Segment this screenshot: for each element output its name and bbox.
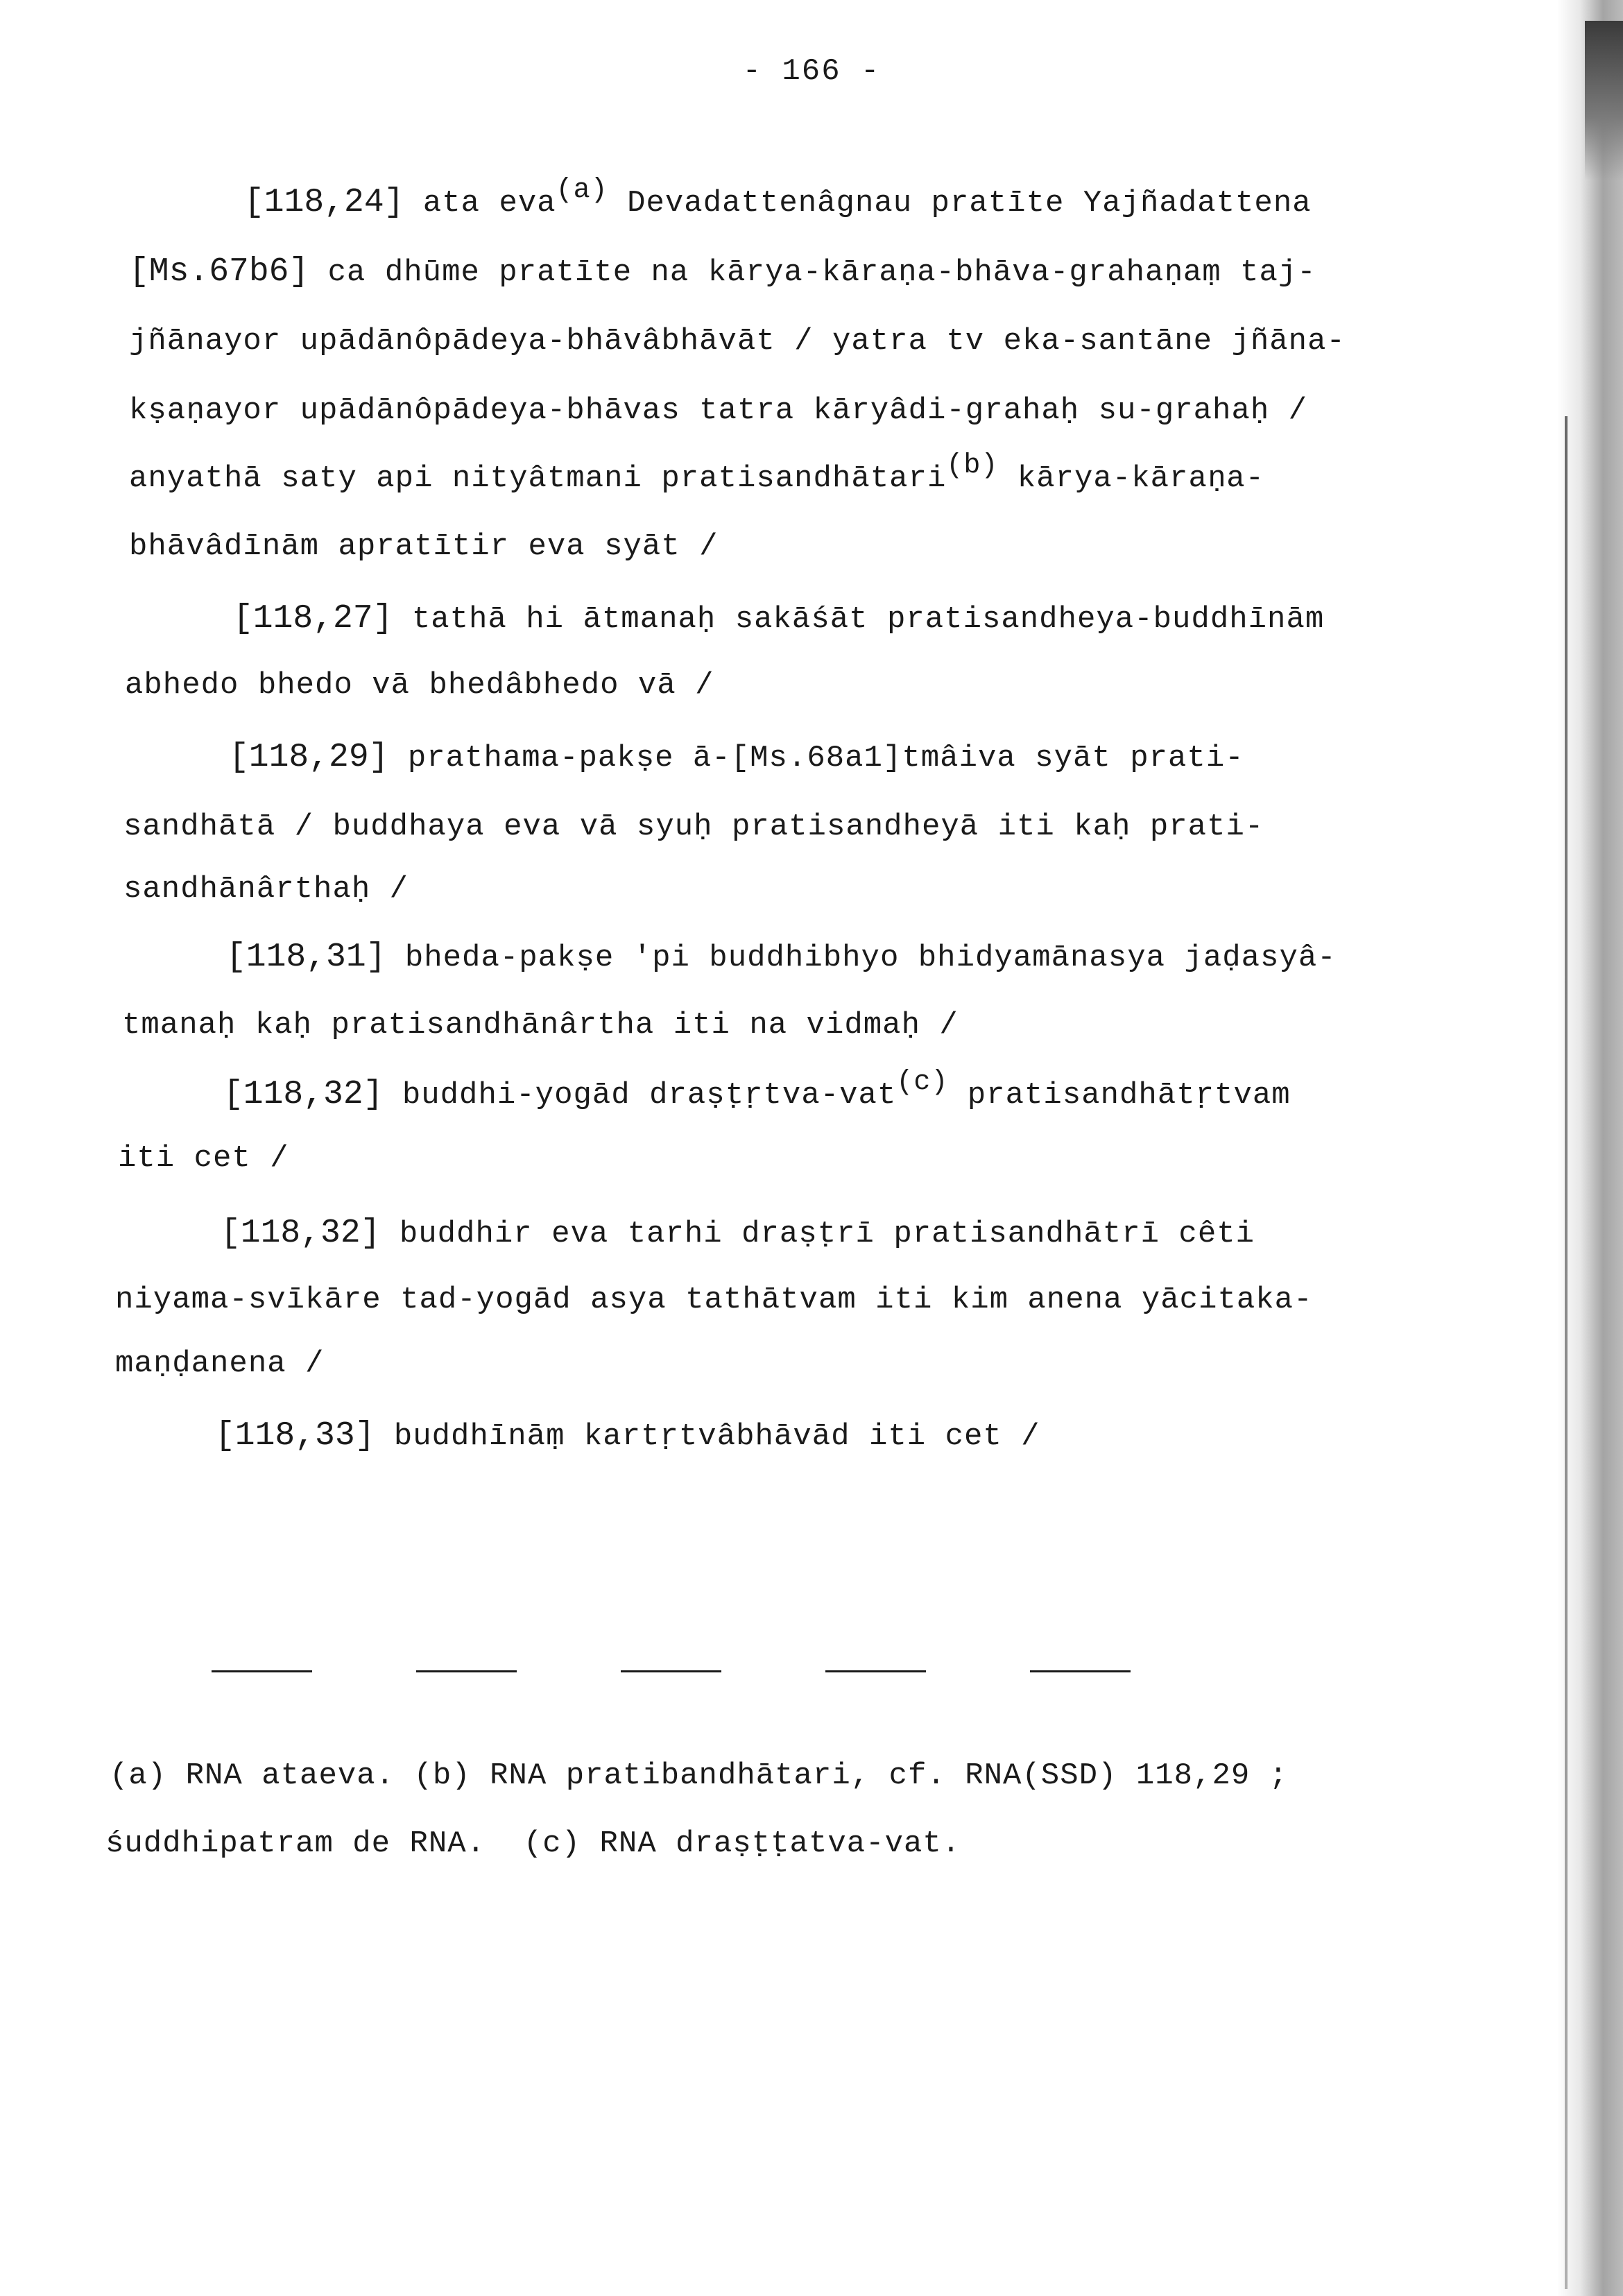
text-line: [118,33] buddhīnāṃ kartṛtvâbhāvād iti cet / (215, 1417, 1040, 1455)
text-line: [118,29] prathama-pakṣe ā-[Ms.68a1]tmâiva syāt prati- (229, 739, 1244, 776)
text-line: jñānayor upādānôpādeya-bhāvâbhāvāt / yatra tv eka-santāne jñāna- (129, 324, 1346, 359)
text-line: tmanaḥ kaḥ pratisandhānârtha iti na vidmaḥ / (122, 1008, 959, 1043)
separator-dash (825, 1670, 926, 1672)
text-line: [118,31] bheda-pakṣe 'pi buddhibhyo bhidyamānasya jaḍasyâ- (226, 939, 1337, 976)
text-line: maṇḍanena / (115, 1346, 325, 1381)
text-line: iti cet / (118, 1141, 289, 1176)
section-reference: [118,33] (215, 1417, 375, 1455)
section-reference: [118,27] (233, 600, 393, 637)
text-line: sandhātā / buddhaya eva vā syuḥ pratisandheyā iti kaḥ prati- (123, 809, 1264, 844)
text-line: [118,24] ata eva(a) Devadattenâgnau pratīte Yajñadattena (244, 175, 1312, 221)
separator-dash (621, 1670, 721, 1672)
section-reference: [118,24] (244, 184, 404, 221)
separator-dash (416, 1670, 517, 1672)
footnote-line: śuddhipatram de RNA. (c) RNA draṣṭṭatva-vat. (105, 1826, 961, 1861)
manuscript-reference: [Ms.67b6] (129, 253, 309, 291)
text-line: kṣaṇayor upādānôpādeya-bhāvas tatra kāryâdi-grahaḥ su-grahaḥ / (129, 393, 1308, 428)
text-line: anyathā saty api nityâtmani pratisandhātari(b) kārya-kāraṇa- (129, 450, 1265, 496)
section-reference: [118,29] (229, 739, 389, 776)
binding-shadow-dark (1585, 21, 1623, 180)
footnote-line: (a) RNA ataeva. (b) RNA pratibandhātari, cf. RNA(SSD) 118,29 ; (110, 1758, 1289, 1793)
text-line: abhedo bhedo vā bhedâbhedo vā / (125, 668, 714, 703)
section-reference: [118,32] (223, 1076, 384, 1113)
page-number: - 166 - (742, 54, 881, 89)
footnote-marker: (a) (556, 175, 608, 206)
text-line: [118,27] tathā hi ātmanaḥ sakāśāt pratisandheya-buddhīnām (233, 600, 1325, 637)
text-line: sandhānârthaḥ / (123, 872, 409, 907)
text-line: niyama-svīkāre tad-yogād asya tathātvam iti kim anena yācitaka- (115, 1283, 1313, 1317)
separator-dash (212, 1670, 312, 1672)
footnote-marker: (b) (946, 450, 999, 481)
section-reference: [118,32] (221, 1215, 381, 1252)
separator-dash (1030, 1670, 1131, 1672)
section-reference: [118,31] (226, 939, 386, 976)
binding-edge-line (1565, 416, 1568, 2289)
text-line: [Ms.67b6] ca dhūme pratīte na kārya-kāraṇa-bhāva-grahaṇaṃ taj- (129, 253, 1316, 291)
text-line: [118,32] buddhir eva tarhi draṣṭrī pratisandhātrī cêti (221, 1215, 1255, 1252)
text-line: [118,32] buddhi-yogād draṣṭṛtva-vat(c) pratisandhātṛtvam (223, 1067, 1291, 1113)
text-line: bhāvâdīnām apratītir eva syāt / (129, 529, 719, 564)
footnote-marker: (c) (896, 1067, 949, 1098)
